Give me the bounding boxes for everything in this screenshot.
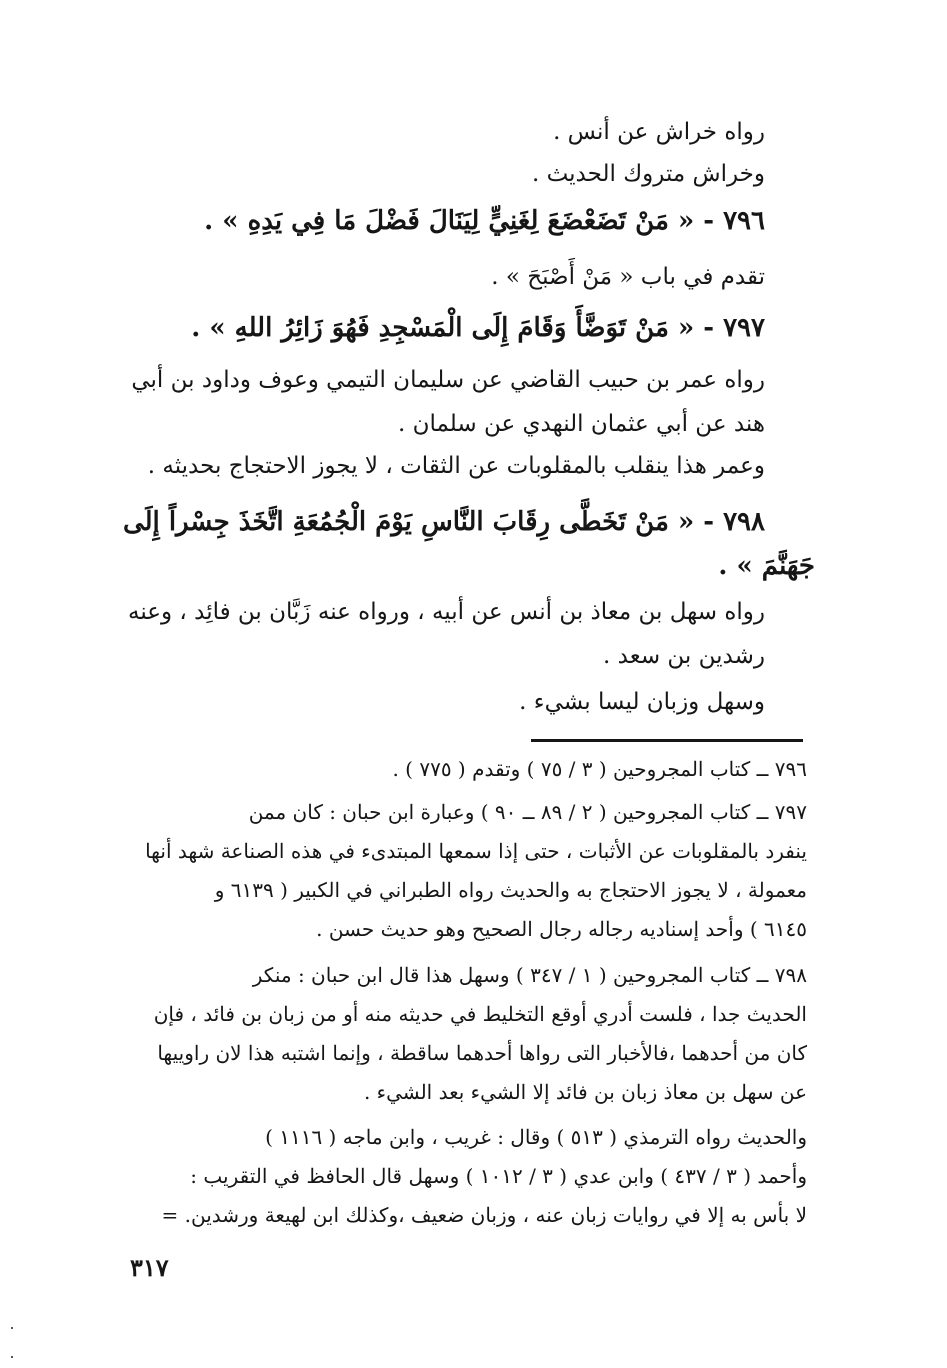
footnote-line: الحديث جدا ، فلست أدري أوقع التخليط في حديثه منه أو من زبان بن فائد ، فإن (153, 1002, 807, 1026)
scan-speck (11, 1356, 13, 1358)
footnote-line: والحديث رواه الترمذي ( ٥١٣ ) وقال : غريب ، وابن ماجه ( ١١١٦ ) (265, 1125, 807, 1149)
hadith-heading-798-cont: جَهَنَّمَ » . (718, 551, 815, 581)
text-line: رواه عمر بن حبيب القاضي عن سليمان التيمي وعوف وداود بن أبي (131, 367, 765, 393)
footnote-line: كان من أحدهما ،فالأخبار التى رواها أحدهما ساقطة ، وإنما اشتبه هذا لان راوييها (157, 1041, 807, 1065)
text-line: وخراش متروك الحديث . (531, 161, 765, 187)
footnote-line: عن سهل بن معاذ زبان بن فائد إلا الشيء بعد الشيء . (363, 1080, 807, 1104)
footnote-line: ٧٩٦ ــ كتاب المجروحين ( ٣ / ٧٥ ) وتقدم ( ٧٧٥ ) . (392, 757, 807, 781)
footnote-line: معمولة ، لا يجوز الاحتجاج به والحديث رواه الطبراني في الكبير ( ٦١٣٩ و (214, 878, 807, 902)
hadith-heading-798: ٧٩٨ - « مَنْ تَخَطَّى رِقَابَ النَّاسِ يَوْمَ الْجُمُعَةِ اتَّخَذَ جِسْراً إِلَى (122, 507, 765, 537)
text-line: هند عن أبي عثمان النهدي عن سلمان . (397, 411, 765, 437)
text-line: وعمر هذا ينقلب بالمقلوبات عن الثقات ، لا يجوز الاحتجاج بحديثه . (147, 453, 765, 479)
text-line: وسهل وزبان ليسا بشيء . (519, 689, 765, 715)
footnote-line: ٧٩٨ ــ كتاب المجروحين ( ١ / ٣٤٧ ) وسهل هذا قال ابن حبان : منكر (252, 963, 807, 987)
footnote-line: ينفرد بالمقلوبات عن الأثبات ، حتى إذا سمعها المبتدىء في هذه الصناعة شهد أنها (145, 839, 807, 863)
hadith-heading-796: ٧٩٦ - « مَنْ تَضَعْضَعَ لِغَنِيٍّ لِيَنَالَ فَضْلَ مَا فِي يَدِهِ » . (204, 206, 765, 236)
text-line: رواه خراش عن أنس . (553, 119, 765, 145)
text-line: تقدم في باب « مَنْ أَصْبَحَ » . (491, 264, 765, 290)
footnote-line: لا بأس به إلا في روايات زبان عنه ، وزبان ضعيف ،وكذلك ابن لهيعة ورشدين. = (161, 1203, 807, 1227)
text-line: رشدين بن سعد . (603, 643, 765, 669)
footnote-line: ٦١٤٥ ) وأحد إسناديه رجاله رجال الصحيح وهو حديث حسن . (316, 917, 807, 941)
page-number: ٣١٧ (130, 1253, 169, 1282)
scan-speck (11, 1327, 13, 1329)
footnote-line: وأحمد ( ٣ / ٤٣٧ ) وابن عدي ( ٣ / ١٠١٢ ) وسهل قال الحافظ في التقريب : (190, 1164, 807, 1188)
footnote-line: ٧٩٧ ــ كتاب المجروحين ( ٢ / ٨٩ ــ ٩٠ ) وعبارة ابن حبان : كان ممن (248, 800, 807, 824)
text-line: رواه سهل بن معاذ بن أنس عن أبيه ، ورواه عنه زَبَّان بن فائِد ، وعنه (127, 599, 765, 625)
footnote-separator (531, 739, 803, 742)
hadith-heading-797: ٧٩٧ - « مَنْ تَوَضَّأَ وَقَامَ إِلَى الْمَسْجِدِ فَهُوَ زَائِرُ اللهِ » . (191, 313, 765, 343)
